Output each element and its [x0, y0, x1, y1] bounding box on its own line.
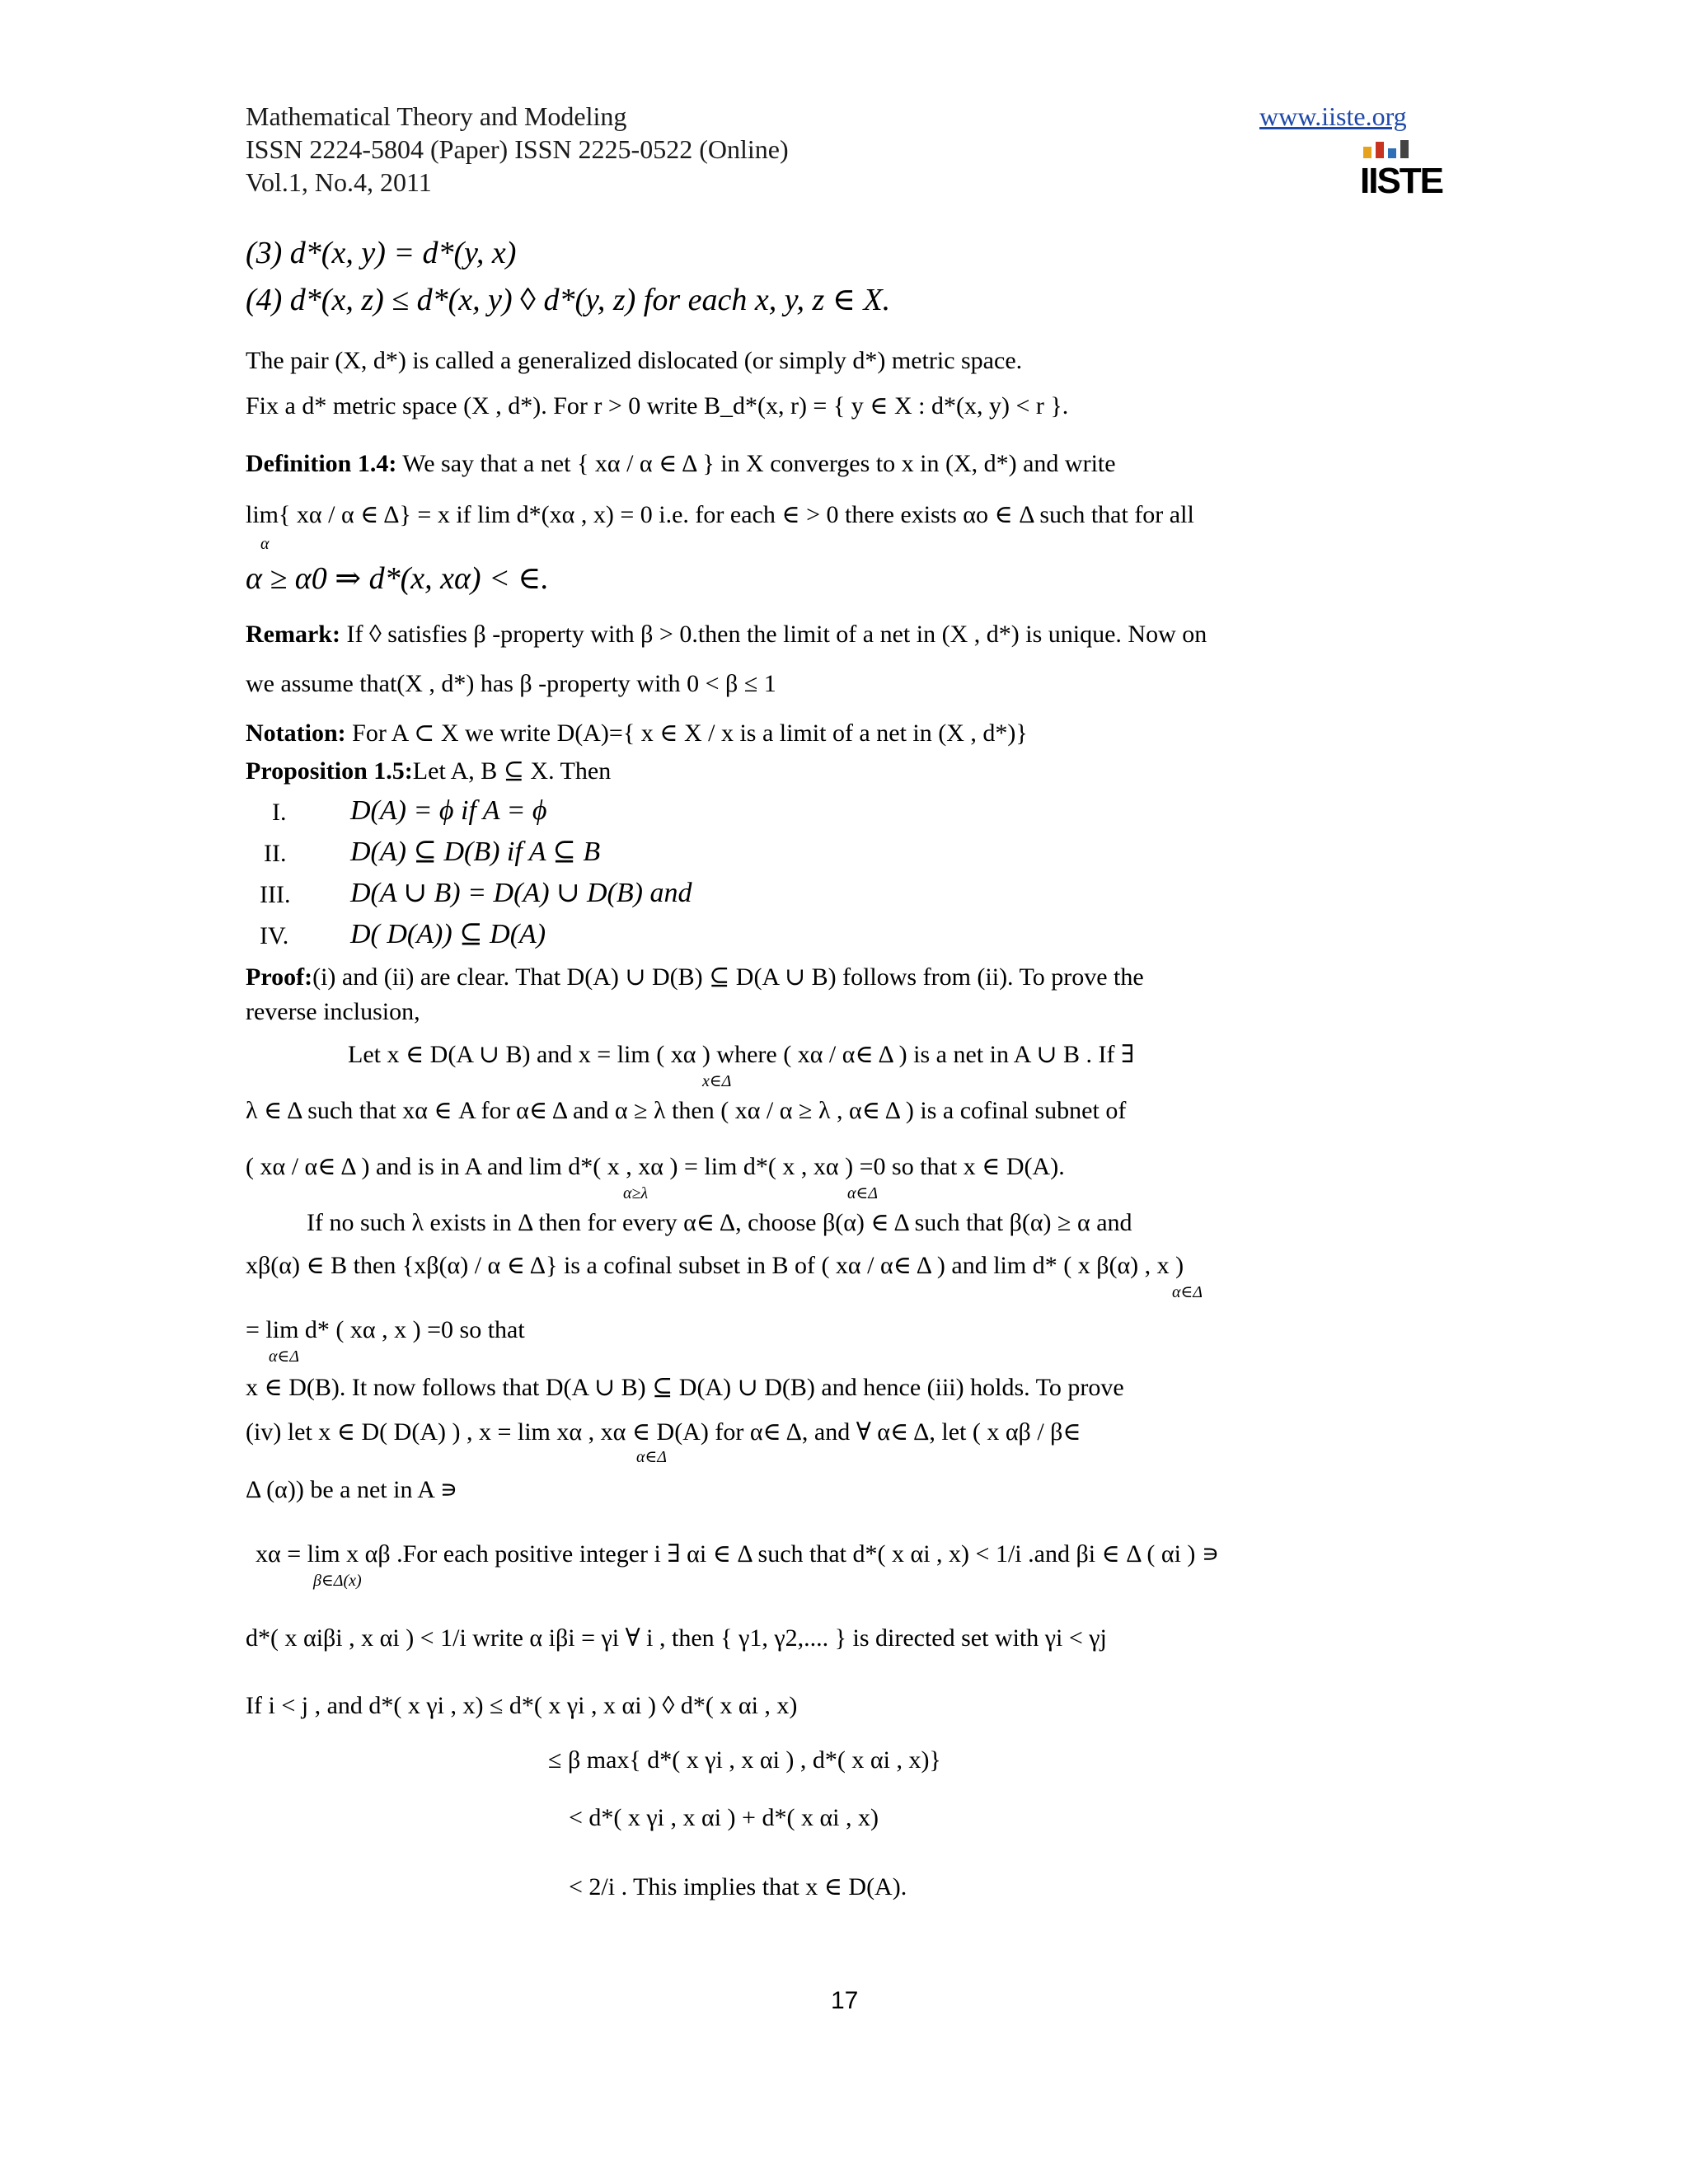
logo-wordmark: IISTE [1360, 161, 1443, 201]
equals-limit-subscript: α∈Δ [269, 1347, 300, 1366]
item-2-number: II. [264, 840, 287, 867]
definition-line-2: lim{ xα / α ∈ Δ} = x if lim d*(xα , x) = 0 i.e. for each ∈ > 0 there exists αo ∈ Δ such that for all [246, 501, 1194, 528]
proof [246, 963, 1144, 992]
item-1-number: I. [272, 799, 287, 826]
item-2-text: D(A) ⊆ D(B) if A ⊆ B [350, 837, 601, 867]
website-link[interactable]: www.iiste.org [1259, 101, 1407, 131]
subnet-line: ( xα / α∈ Δ ) and is in A and lim d*( x , xα ) = lim d*( x , xα ) =0 so that x ∈ D(A). [246, 1153, 1065, 1180]
notation [246, 719, 1028, 748]
proposition-1-5 [246, 757, 611, 786]
definition-line-3: α ≥ α0 ⇒ d*(x, xα) < ∈. [246, 561, 549, 596]
follows-line: x ∈ D(B). It now follows that D(A ∪ B) ⊆ D(A) ∪ D(B) and hence (iii) holds. To prove [246, 1374, 1124, 1401]
item-3-text: D(A ∪ B) = D(A) ∪ D(B) and [350, 878, 692, 908]
limit-subscript: α [260, 535, 270, 553]
definition-1-4 [246, 449, 1116, 479]
x-beta-line-subscript: α∈Δ [1172, 1283, 1203, 1301]
proof-label: Proof: [246, 963, 313, 991]
inequality-1: ≤ β max{ d*( x γi , x αi ) , d*( x αi , x)} [548, 1746, 941, 1774]
proof-line-2: reverse inclusion, [246, 998, 420, 1025]
remark-label: Remark: [246, 621, 340, 648]
remark-line-2: we assume that(X , d*) has β -property with 0 < β ≤ 1 [246, 670, 776, 697]
inequality-3: < 2/i . This implies that x ∈ D(A). [569, 1873, 907, 1900]
if-no-such-line: If no such λ exists in Δ then for every α∈ Δ, choose β(α) ∈ Δ such that β(α) ≥ α and [307, 1209, 1132, 1236]
part-iv-subscript: α∈Δ [636, 1448, 668, 1466]
d-star-line: d*( x αiβi , x αi ) < 1/i write α iβi = γi ∀ i , then { γ1, γ2,.... } is directed set with γi < γj [246, 1624, 1107, 1652]
fix-metric-space: Fix a d* metric space (X , d*). For r > 0 write B_d*(x, r) = { y ∈ X : d*(x, y) < r }. [246, 392, 1069, 419]
pair-definition: The pair (X, d*) is called a generalized dislocated (or simply d*) metric space. [246, 347, 1023, 374]
let-line-subscript: x∈Δ [702, 1072, 732, 1090]
logo-bars [1363, 140, 1424, 158]
equals-limit-line: = lim d* ( xα , x ) =0 so that [246, 1316, 525, 1343]
item-4-number: IV. [260, 922, 289, 949]
delta-net-line: Δ (α)) be a net in A ∍ [246, 1476, 458, 1503]
lambda-line: λ ∈ Δ such that xα ∈ A for α∈ Δ and α ≥ λ then ( xα / α ≥ λ , α∈ Δ ) is a cofinal subnet of [246, 1097, 1127, 1124]
logo-bar-1 [1363, 147, 1372, 158]
page-number: 17 [831, 1987, 859, 2014]
logo-bar-3 [1388, 148, 1396, 158]
let-line: Let x ∈ D(A ∪ B) and x = lim ( xα ) where ( xα / α∈ Δ ) is a net in A ∪ B . If ∃ [348, 1041, 1135, 1068]
x-alpha-line: xα = lim x αβ .For each positive integer i ∃ αi ∈ Δ such that d*( x αi , x) < 1/i .and βi ∈ Δ ( αi ) ∍ [256, 1540, 1220, 1568]
proposition-text: Let A, B ⊆ X. Then [412, 757, 612, 785]
remark-text: If ◊ satisfies β -property with β > 0.then the limit of a net in (X , d*) is unique. Now on [340, 621, 1207, 648]
item-3-number: III. [260, 881, 291, 908]
equation-3: (3) d*(x, y) = d*(y, x) [246, 236, 517, 270]
subnet-line-subscript-2: α∈Δ [847, 1184, 879, 1202]
item-1-text: D(A) = ϕ if A = ϕ [350, 795, 547, 826]
proposition-label: Proposition 1.5: [246, 757, 413, 785]
x-alpha-subscript: β∈Δ(x) [313, 1572, 362, 1590]
iiste-logo [1360, 140, 1443, 206]
notation-label: Notation: [246, 719, 346, 747]
logo-bar-4 [1400, 140, 1409, 158]
equation-4: (4) d*(x, z) ≤ d*(x, y) ◊ d*(y, z) for each x, y, z ∈ X. [246, 283, 891, 317]
proof-text: (i) and (ii) are clear. That D(A) ∪ D(B) ⊆ D(A ∪ B) follows from (ii). To prove the [312, 963, 1144, 991]
logo-bar-2 [1376, 142, 1384, 158]
definition-text: We say that a net { xα / α ∈ Δ } in X converges to x in (X, d*) and write [396, 450, 1116, 477]
subnet-line-subscript-1: α≥λ [623, 1184, 649, 1202]
item-4-text: D( D(A)) ⊆ D(A) [350, 919, 546, 949]
notation-text: For A ⊂ X we write D(A)={ x ∈ X / x is a limit of a net in (X , d*)} [345, 719, 1028, 747]
part-iv-line: (iv) let x ∈ D( D(A) ) , x = lim xα , xα ∈ D(A) for α∈ Δ, and ∀ α∈ Δ, let ( x αβ / β∈ [246, 1418, 1081, 1446]
remark [246, 620, 1207, 649]
inequality-2: < d*( x γi , x αi ) + d*( x αi , x) [569, 1804, 879, 1831]
volume-line: Vol.1, No.4, 2011 [246, 167, 432, 197]
x-beta-line: xβ(α) ∈ B then {xβ(α) / α ∈ Δ} is a cofinal subset in B of ( xα / α∈ Δ ) and lim d* ( x β(α) , x ) [246, 1252, 1184, 1279]
if-i-less-j-line: If i < j , and d*( x γi , x) ≤ d*( x γi , x αi ) ◊ d*( x αi , x) [246, 1692, 798, 1719]
issn-line: ISSN 2224-5804 (Paper) ISSN 2225-0522 (Online) [246, 134, 789, 164]
journal-title: Mathematical Theory and Modeling [246, 101, 627, 131]
definition-label: Definition 1.4: [246, 450, 397, 477]
